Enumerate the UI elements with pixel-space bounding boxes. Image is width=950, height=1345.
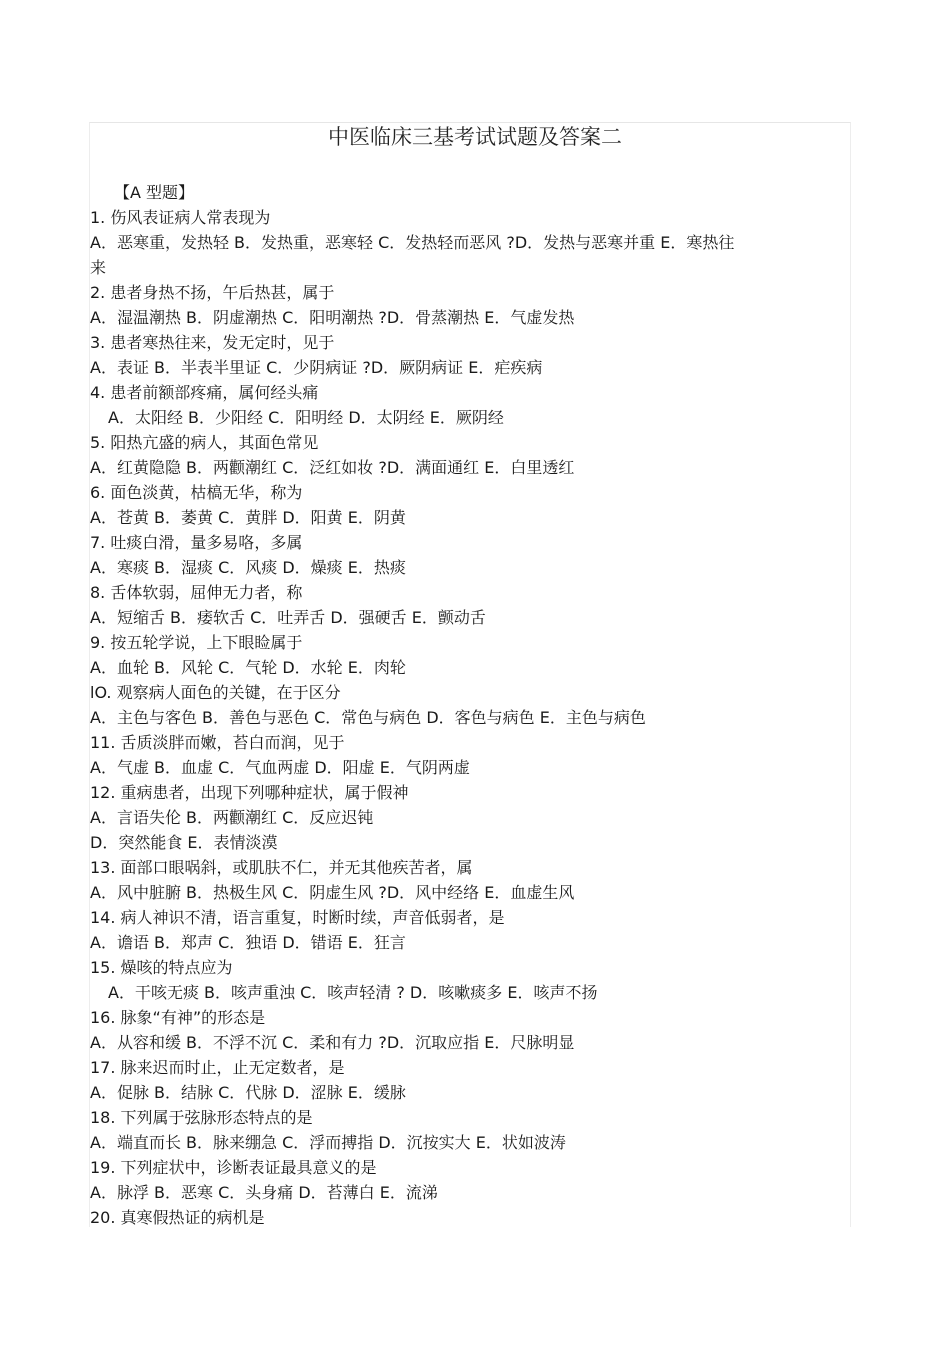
question-line: 8. 舌体软弱，屈伸无力者，称 — [90, 583, 303, 602]
question-line: 7. 吐痰白滑，量多易咯，多属 — [90, 533, 303, 552]
question-line: 11. 舌质淡胖而嫩，苔白而润，见于 — [90, 733, 345, 752]
options-line: A．湿温潮热 B．阴虚潮热 C．阳明潮热 ?D．骨蒸潮热 E．气虚发热 — [90, 308, 575, 327]
options-line: A．从容和缓 B．不浮不沉 C．柔和有力 ?D．沉取应指 E．尺脉明显 — [90, 1033, 575, 1052]
options-line: A．风中脏腑 B．热极生风 C．阴虚生风 ?D．风中经络 E．血虚生风 — [90, 883, 575, 902]
options-line: D．突然能食 E．表情淡漠 — [90, 833, 278, 852]
question-line: 18. 下列属于弦脉形态特点的是 — [90, 1108, 313, 1127]
options-line: A．脉浮 B．恶寒 C．头身痛 D．苔薄白 E．流涕 — [90, 1183, 438, 1202]
section-heading: 【A 型题】 — [114, 183, 195, 202]
question-line: 2. 患者身热不扬，午后热甚，属于 — [90, 283, 335, 302]
options-line: A．太阳经 B．少阳经 C．阳明经 D．太阴经 E．厥阴经 — [108, 408, 504, 427]
options-line: A．红黄隐隐 B．两颧潮红 C．泛红如妆 ?D．满面通红 E．白里透红 — [90, 458, 575, 477]
options-line: A．苍黄 B．萎黄 C．黄胖 D．阳黄 E．阴黄 — [90, 508, 406, 527]
options-line: A．干咳无痰 B．咳声重浊 C．咳声轻清 ? D．咳嗽痰多 E．咳声不扬 — [108, 983, 598, 1002]
question-line: lO. 观察病人面色的关键，在于区分 — [90, 683, 341, 702]
options-line-continued: 来 — [90, 258, 107, 277]
options-line: A．短缩舌 B．痿软舌 C．吐弄舌 D．强硬舌 E．颤动舌 — [90, 608, 486, 627]
options-line: A．主色与客色 B．善色与恶色 C．常色与病色 D．客色与病色 E．主色与病色 — [90, 708, 646, 727]
options-line: A．血轮 B．风轮 C．气轮 D．水轮 E．肉轮 — [90, 658, 406, 677]
question-line: 12. 重病患者，出现下列哪种症状，属于假神 — [90, 783, 409, 802]
question-line: 20. 真寒假热证的病机是 — [90, 1208, 265, 1227]
options-line: A．言语失伦 B．两颧潮红 C．反应迟钝 — [90, 808, 374, 827]
options-line: A．促脉 B．结脉 C．代脉 D．涩脉 E．缓脉 — [90, 1083, 406, 1102]
options-line: A．表证 B．半表半里证 C．少阴病证 ?D．厥阴病证 E．疟疾病 — [90, 358, 543, 377]
question-line: 1. 伤风表证病人常表现为 — [90, 208, 271, 227]
options-line: A．谵语 B．郑声 C．独语 D．错语 E．狂言 — [90, 933, 406, 952]
options-line: A．端直而长 B．脉来绷急 C．浮而搏指 D．沉按实大 E．状如波涛 — [90, 1133, 566, 1152]
question-line: 16. 脉象“有神”的形态是 — [90, 1008, 266, 1027]
question-line: 15. 燥咳的特点应为 — [90, 958, 233, 977]
document-title: 中医临床三基考试试题及答案二 — [328, 125, 622, 149]
question-line: 14. 病人神识不清，语言重复，时断时续，声音低弱者，是 — [90, 908, 505, 927]
question-line: 5. 阳热亢盛的病人，其面色常见 — [90, 433, 319, 452]
options-line: A．恶寒重，发热轻 B．发热重，恶寒轻 C．发热轻而恶风 ?D．发热与恶寒并重 E．寒热往 — [90, 233, 735, 252]
question-line: 19. 下列症状中，诊断表证最具意义的是 — [90, 1158, 377, 1177]
options-line: A．寒痰 B．湿痰 C．风痰 D．燥痰 E．热痰 — [90, 558, 406, 577]
question-line: 3. 患者寒热往来，发无定时，见于 — [90, 333, 335, 352]
question-line: 9. 按五轮学说，上下眼睑属于 — [90, 633, 303, 652]
question-line: 17. 脉来迟而时止，止无定数者，是 — [90, 1058, 345, 1077]
question-line: 13. 面部口眼㖞斜，或肌肤不仁，并无其他疾苦者，属 — [90, 858, 473, 877]
question-line: 4. 患者前额部疼痛，属何经头痛 — [90, 383, 319, 402]
options-line: A．气虚 B．血虚 C．气血两虚 D．阳虚 E．气阴两虚 — [90, 758, 470, 777]
question-line: 6. 面色淡黄，枯槁无华，称为 — [90, 483, 303, 502]
